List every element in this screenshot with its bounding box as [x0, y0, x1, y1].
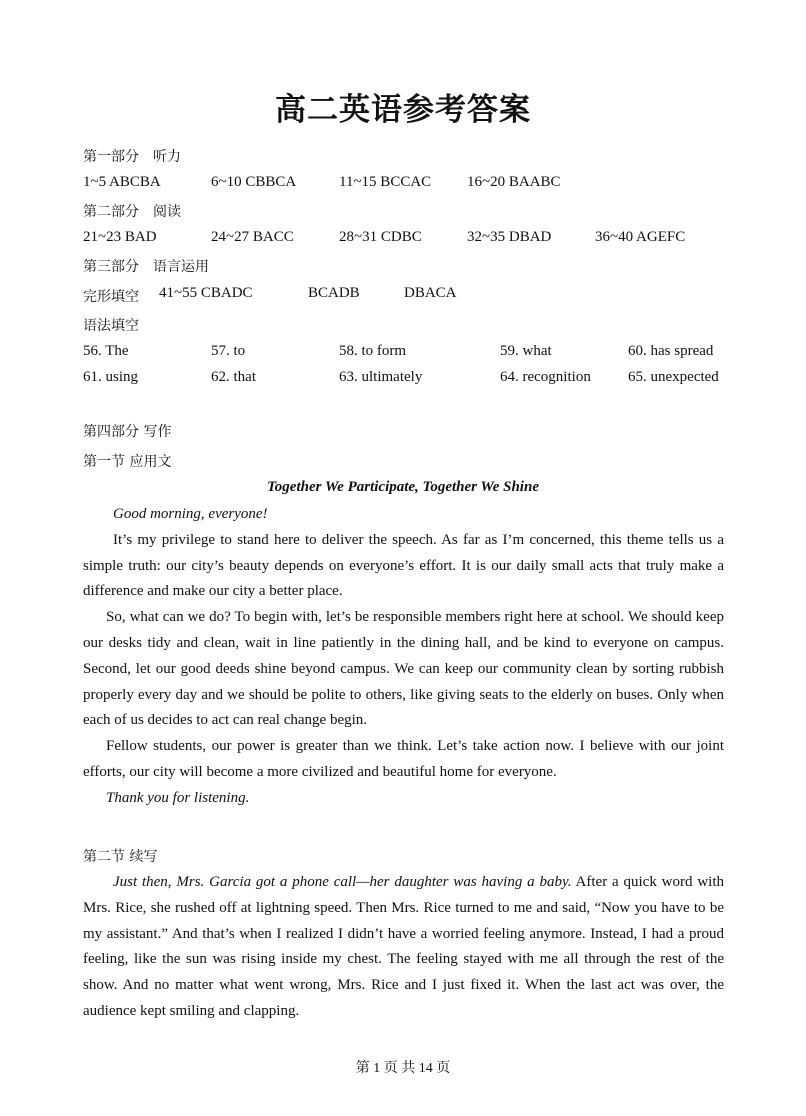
grammar-answer: 62. that [211, 369, 256, 385]
part1-answer: 16~20 BAABC [467, 174, 561, 190]
grammar-answer: 65. unexpected [628, 369, 719, 385]
grammar-answer: 57. to [211, 343, 246, 359]
page-footer: 第 1 页 共 14 页 [355, 1061, 451, 1076]
cloze-answer: DBACA [404, 285, 457, 301]
part2-heading-name: 阅读 [153, 204, 181, 220]
part2-answer: 32~35 DBAD [467, 229, 552, 245]
grammar-answer: 63. ultimately [339, 369, 423, 385]
part1-answer: 11~15 BCCAC [339, 174, 432, 190]
continuation-text: After a quick word with Mrs. Rice, she rushed off at lightning speed. Then Mrs. Rice turned to me and said, “Now you have to be my assistant.” And that’s when I realized I didn’t have a worried feeling anymore. Instead, I had a proud feeling, like the sun was rising inside my chest. The feeling stayed with me all through the rest of the show. And no matter what went wrong, Mrs. Rice and I just fixed it. When the last act was over, the audience kept smiling and clapping. [83, 874, 724, 1019]
grammar-answer: 64. recognition [500, 369, 591, 385]
part2-answer: 21~23 BAD [83, 229, 157, 245]
part3-heading [83, 256, 209, 276]
part1-heading [83, 146, 181, 166]
essay-greeting: Good morning, everyone! [113, 506, 268, 522]
part1-answer: 1~5 ABCBA [83, 174, 161, 190]
essay-body [83, 502, 724, 812]
grammar-answer: 59. what [500, 343, 552, 359]
section1-heading: 第一节 应用文 [83, 454, 172, 470]
cloze-answer: BCADB [308, 285, 360, 301]
cloze-answer: 41~55 CBADC [159, 285, 253, 301]
part3-heading-name: 语言运用 [153, 259, 209, 275]
grammar-answer: 60. has spread [628, 343, 714, 359]
grammar-answer: 61. using [83, 369, 139, 385]
essay-paragraph-1: It’s my privilege to stand here to deliver the speech. As far as I’m concerned, this theme tells us a simple truth: our city’s beauty depends on everyone’s effort. It is our daily small acts that truly make a difference and make our city a better place. [83, 531, 724, 600]
cloze-label: 完形填空 [83, 289, 139, 305]
part3-heading-number: 第三部分 [83, 259, 139, 275]
essay-paragraph-3: Fellow students, our power is greater than we think. Let’s take action now. I believe with our joint efforts, our city will become a more civilized and beautiful home for everyone. [83, 738, 724, 780]
part4-heading: 第四部分 写作 [83, 424, 172, 440]
grammar-answer: 56. The [83, 343, 129, 359]
part2-answer: 24~27 BACC [211, 229, 294, 245]
essay-title: Together We Participate, Together We Shine [267, 479, 539, 495]
continuation-body [83, 870, 724, 1025]
essay-paragraph-2: So, what can we do? To begin with, let’s be responsible members right here at school. We should keep our desks tidy and clean, wait in line patiently in the dining hall, and be kind to everyone on campus. Second, let our good deeds shine beyond campus. We can keep our community clean by sorting rubbish properly every day and we should be polite to others, like giving seats to the elderly on buses. Only when each of us decides to act can real change begin. [83, 609, 724, 729]
part2-answer: 36~40 AGEFC [595, 229, 686, 245]
part2-heading [83, 201, 181, 221]
section2-heading: 第二节 续写 [83, 849, 158, 865]
page-title: 高二英语参考答案 [275, 92, 531, 128]
part1-heading-number: 第一部分 [83, 149, 139, 165]
part1-heading-name: 听力 [153, 149, 181, 165]
continuation-opening: Just then, Mrs. Garcia got a phone call—her daughter was having a baby. [113, 874, 572, 890]
part2-heading-number: 第二部分 [83, 204, 139, 220]
part1-answer: 6~10 CBBCA [211, 174, 297, 190]
grammar-label: 语法填空 [83, 318, 139, 334]
part2-answer: 28~31 CDBC [339, 229, 422, 245]
essay-closing: Thank you for listening. [106, 789, 250, 806]
grammar-answer: 58. to form [339, 343, 407, 359]
